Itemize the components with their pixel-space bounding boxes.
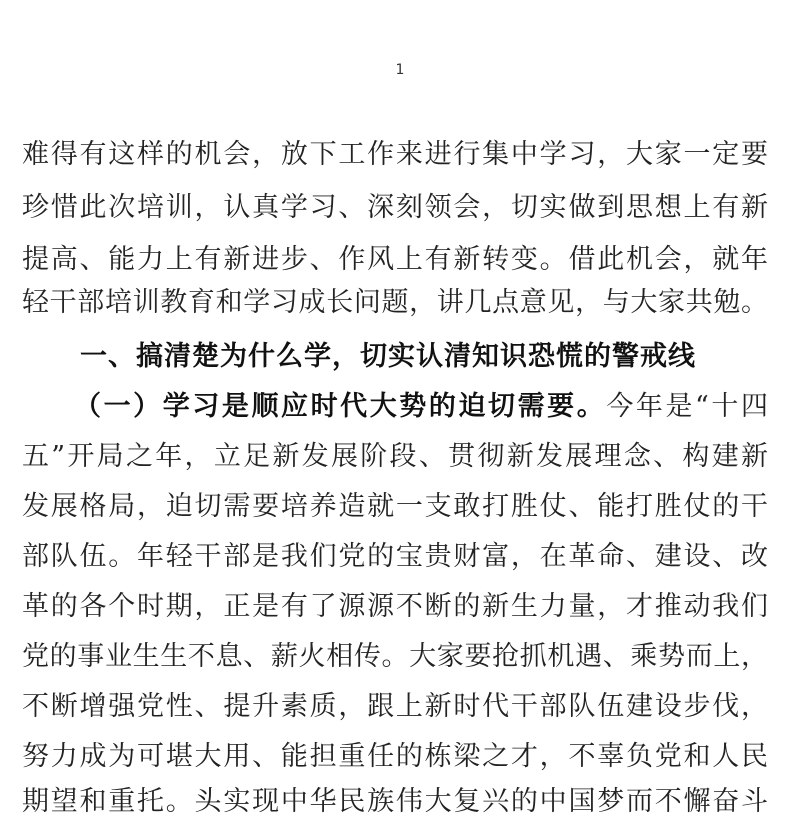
section-heading-1: 一、搞清楚为什么学，切实认清知识恐慌的警戒线 [80,341,696,372]
body-line-5: 党的事业生生不息、薪火相传。大家要抢抓机遇、乘势而上， [22,641,768,672]
body-line-4: 革的各个时期，正是有了源源不断的新生力量，才推动我们 [22,591,768,622]
intro-line-4: 轻干部培训教育和学习成长问题，讲几点意见，与大家共勉。 [22,287,768,318]
subheading-1: （一）学习是顺应时代大势的迫切需要。 [74,391,607,422]
intro-line-1: 难得有这样的机会，放下工作来进行集中学习，大家一定要 [22,139,768,170]
subheading-line [74,387,768,427]
body-line-8: 期望和重托。头实现中华民族伟大复兴的中国梦而不懈奋斗 [22,786,768,817]
subheading-1-tail: 今年是“十四 [606,391,768,422]
body-line-2: 发展格局，迫切需要培养造就一支敢打胜仗、能打胜仗的干 [22,491,768,522]
body-line-7: 努力成为可堪大用、能担重任的栋梁之才，不辜负党和人民 [22,741,768,772]
body-line-1: 五”开局之年，立足新发展阶段、贯彻新发展理念、构建新 [22,441,768,472]
body-line-3: 部队伍。年轻干部是我们党的宝贵财富，在革命、建设、改 [22,541,768,572]
page-number: 1 [395,62,405,78]
intro-line-3: 提高、能力上有新进步、作风上有新转变。借此机会，就年 [22,244,768,275]
body-line-6: 不断增强党性、提升素质，跟上新时代干部队伍建设步伐， [22,691,768,722]
intro-line-2: 珍惜此次培训，认真学习、深刻领会，切实做到思想上有新 [22,192,768,223]
